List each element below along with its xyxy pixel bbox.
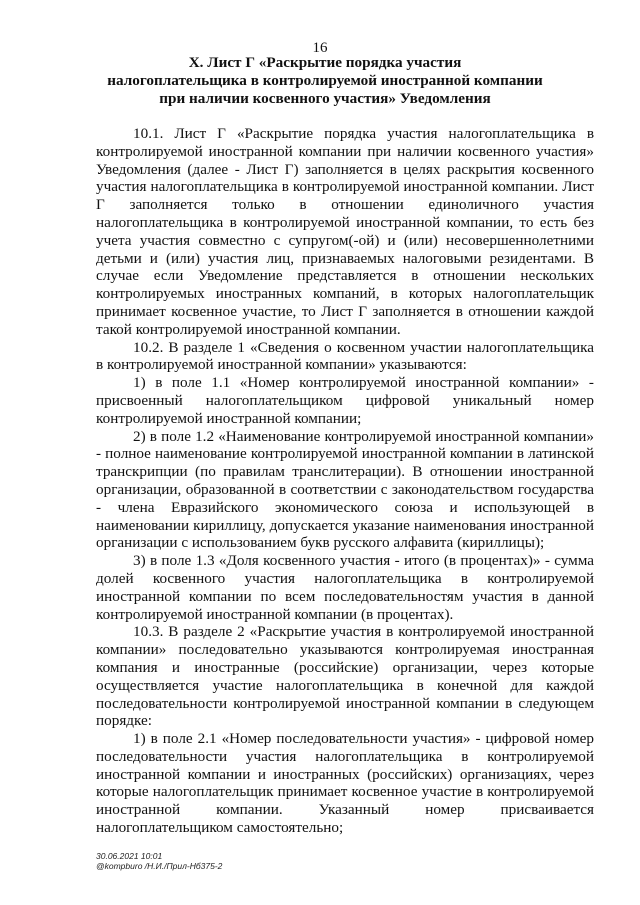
paragraph-10-1: 10.1. Лист Г «Раскрытие порядка участия налогоплательщика в контролируемой иностранной компании при наличии косвенного участия» Уведомления (далее - Лист Г) заполняется в целях раскрытия косвенного участия налогоплательщика в контролируемой иностранной компании. Лист Г заполняется только в отношении единоличного участия налогоплательщика в контролируемой иностранной компании, то есть без учета участия совместно с супругом(-ой) и (или) несовершеннолетними детьми и (или) участия лиц, признаваемых налоговыми резидентами. В случае если Уведомление представляется в отношении нескольких контролируемых иностранных компаний, в которых налогоплательщик принимает косвенное участие, то Лист Г заполняется в отношении каждой такой контролируемой иностранной компании. xyxy=(96,125,594,338)
paragraph-10-2-item-2: 2) в поле 1.2 «Наименование контролируемой иностранной компании» - полное наименование контролируемой иностранной компании в латинской транскрипции (по правилам транслитерации). В отношении иностранной организации, образованной в соответствии с законодательством государства - члена Евразийского экономического союза и использующей в наименовании кириллицу, допускается указание наименования иностранной организации с использованием букв русского алфавита (кириллицы); xyxy=(96,427,594,552)
page-number: 16 xyxy=(312,40,328,56)
footer-reference: @kompburo /Н.И./Прил-Нб375-2 xyxy=(96,861,223,871)
paragraph-10-2: 10.2. В разделе 1 «Сведения о косвенном участии налогоплательщика в контролируемой иностранной компании» указываются: xyxy=(96,338,594,374)
paragraph-10-3: 10.3. В разделе 2 «Раскрытие участия в контролируемой иностранной компании» последовательно указываются контролируемая иностранная компания и иностранные (российские) организации, через которые осуществляется участие налогоплательщика в конечной для каждой последовательности контролируемой иностранной компании в следующем порядке: xyxy=(96,623,594,730)
section-heading xyxy=(90,54,560,108)
heading-line-3: при наличии косвенного участия» Уведомления xyxy=(159,90,491,107)
document-body xyxy=(96,125,594,837)
document-footer xyxy=(96,851,316,871)
paragraph-10-2-item-1: 1) в поле 1.1 «Номер контролируемой иностранной компании» - присвоенный налогоплательщиком цифровой уникальный номер контролируемой иностранной компании; xyxy=(96,374,594,427)
footer-date: 30.06.2021 10:01 xyxy=(96,851,163,861)
heading-line-2: налогоплательщика в контролируемой иностранной компании xyxy=(107,72,543,89)
heading-line-1: X. Лист Г «Раскрытие порядка участия xyxy=(188,54,462,71)
paragraph-10-3-item-1: 1) в поле 2.1 «Номер последовательности участия» - цифровой номер последовательности участия налогоплательщика в контролируемой иностранной компании и иностранных (российских) организациях, через которые налогоплательщик принимает косвенное участие в контролируемой иностранной компании. Указанный номер присваивается налогоплательщиком самостоятельно; xyxy=(96,730,594,837)
paragraph-10-2-item-3: 3) в поле 1.3 «Доля косвенного участия - итого (в процентах)» - сумма долей косвенного участия налогоплательщика в контролируемой иностранной компании по всем последовательностям участия в данной контролируемой иностранной компании (в процентах). xyxy=(96,552,594,623)
